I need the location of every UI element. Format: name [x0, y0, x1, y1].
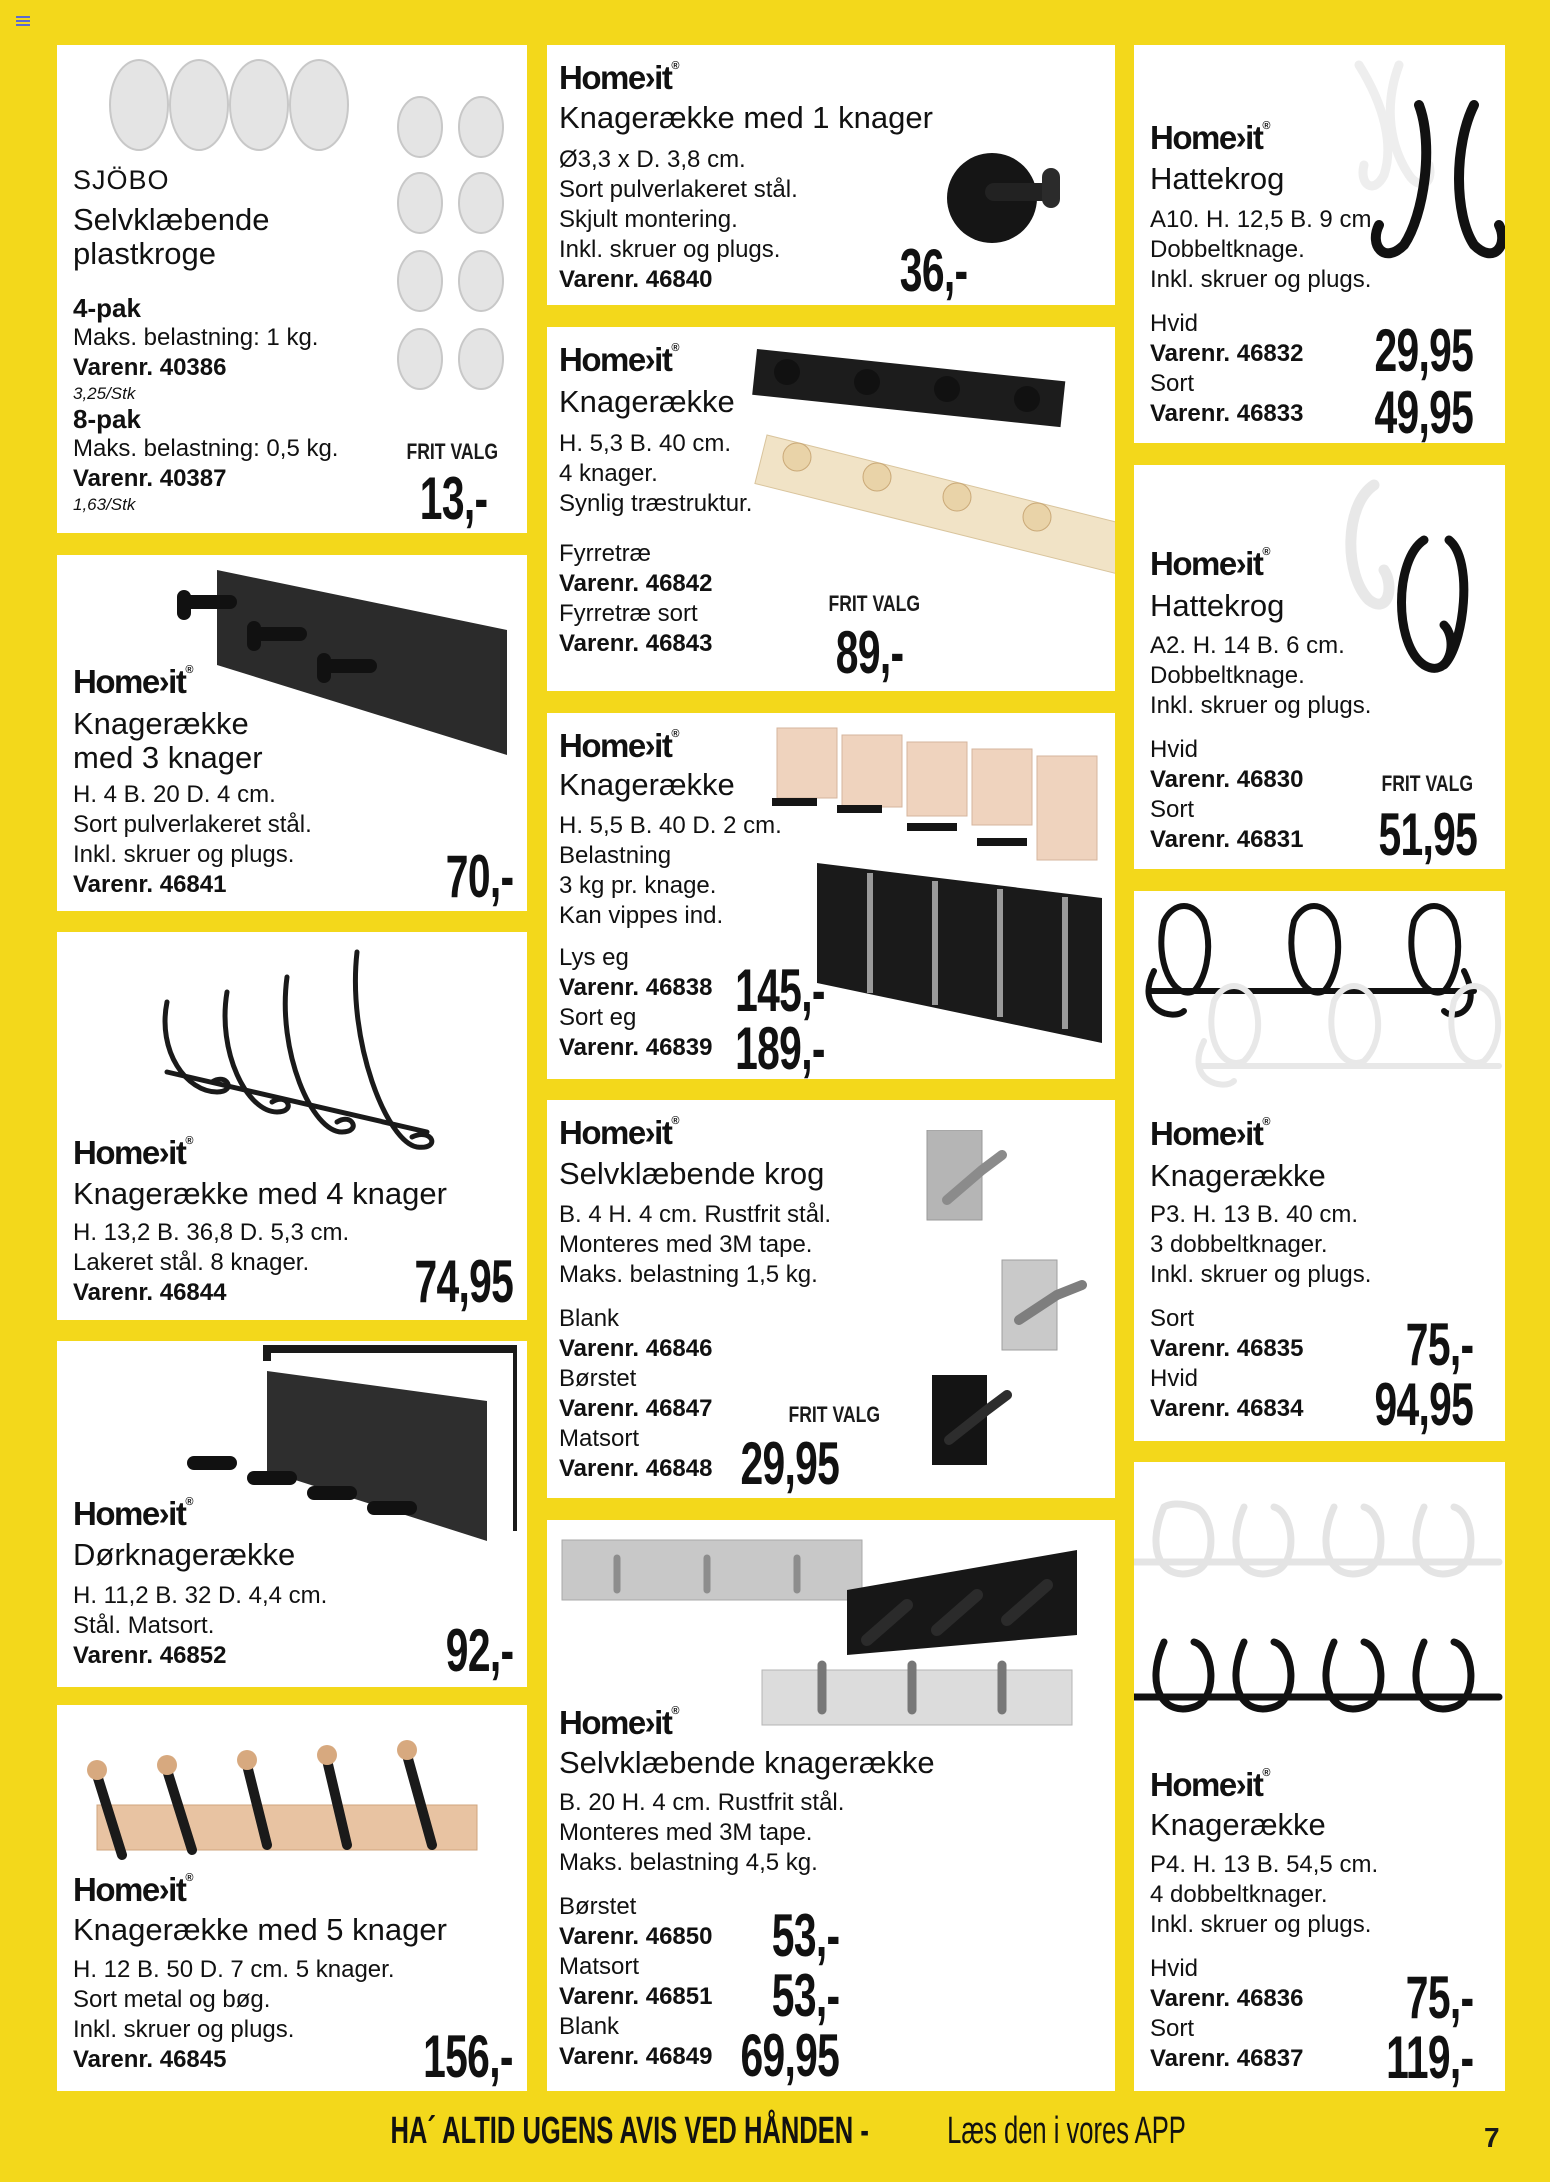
- footer-text-bold: HA´ ALTID UGENS AVIS VED HÅNDEN -: [390, 2110, 869, 2152]
- spec-line: Dobbeltknage.: [1150, 236, 1305, 263]
- spec-line: H. 12 B. 50 D. 7 cm. 5 knager.: [73, 1956, 395, 1983]
- product-title: Knagerække: [559, 767, 735, 802]
- spec-line: Maks. belastning: 1 kg.: [73, 324, 319, 351]
- product-title: Hattekrog: [1150, 161, 1285, 196]
- price: 69,95: [740, 2022, 839, 2089]
- spec-line: Inkl. skruer og plugs.: [1150, 1911, 1372, 1938]
- price: 74,95: [414, 1248, 513, 1315]
- spec-line: H. 5,3 B. 40 cm.: [559, 430, 732, 457]
- product-image-p4-rack: [1134, 1492, 1505, 1772]
- spec-line: Belastning: [559, 842, 672, 869]
- product-title: Hattekrog: [1150, 588, 1285, 623]
- item-number: Varenr. 46841: [73, 871, 227, 898]
- frit-valg-label: FRIT VALG: [788, 1402, 881, 1427]
- homeit-logo: Home›it®: [559, 341, 680, 378]
- variant-label: Sort: [1150, 1305, 1195, 1332]
- item-number: Varenr. 40387: [73, 465, 227, 492]
- item-number: Varenr. 46837: [1150, 2045, 1304, 2072]
- item-number: Varenr. 46850: [559, 1923, 713, 1950]
- price: 75,-: [1405, 1964, 1473, 2031]
- product-card-knagerakke-vippe: [547, 713, 1115, 1079]
- spec-line: Sort pulverlakeret stål.: [559, 176, 798, 203]
- frit-valg-label: FRIT VALG: [1381, 771, 1474, 796]
- spec-line: 4 dobbeltknager.: [1150, 1881, 1328, 1908]
- product-title: Selvklæbende knagerække: [559, 1745, 935, 1780]
- product-description: [559, 1200, 919, 1484]
- price: 13,-: [419, 465, 487, 532]
- variant-label: Matsort: [559, 1425, 640, 1452]
- item-number: Varenr. 46830: [1150, 766, 1304, 793]
- spec-line: 3 dobbeltknager.: [1150, 1231, 1328, 1258]
- variant-label: Sort: [1150, 2015, 1195, 2042]
- product-description: [1150, 631, 1410, 855]
- product-image-5-hook-rack: [77, 1705, 517, 1875]
- spec-line: H. 13,2 B. 36,8 D. 5,3 cm.: [73, 1219, 350, 1246]
- spec-line: Sort pulverlakeret stål.: [73, 811, 312, 838]
- variant-label: Blank: [559, 1305, 620, 1332]
- product-image-adhesive-racks: [557, 1520, 1115, 1730]
- spec-line: 4 knager.: [559, 460, 658, 487]
- price: 70,-: [445, 843, 513, 910]
- spec-line: Inkl. skruer og plugs.: [73, 2016, 295, 2043]
- brand-text: Home›it: [73, 1871, 186, 1908]
- variant-label: Fyrretræ: [559, 540, 651, 567]
- item-number: Varenr. 46844: [73, 1279, 227, 1306]
- spec-line: H. 5,5 B. 40 D. 2 cm.: [559, 812, 782, 839]
- price: 94,95: [1374, 1371, 1473, 1438]
- variant-label: Sort: [1150, 370, 1195, 397]
- price: 53,-: [771, 1962, 839, 2029]
- brand-text: Home›it: [559, 341, 672, 378]
- variant-label: Sort eg: [559, 1004, 637, 1031]
- spec-line: Stål. Matsort.: [73, 1612, 215, 1639]
- product-card-knagerakke-p4: [1134, 1462, 1505, 2091]
- homeit-logo: Home›it®: [1150, 1115, 1271, 1152]
- footer-banner: [0, 2110, 1550, 2153]
- product-card-selvklaebende-krog: [547, 1100, 1115, 1498]
- product-image-door-rack: [187, 1341, 517, 1541]
- item-number: Varenr. 46846: [559, 1335, 713, 1362]
- homeit-logo: Home›it®: [73, 663, 194, 700]
- page-number: 7: [1484, 2122, 1500, 2153]
- product-title: Knagerække med 5 knager: [73, 1912, 447, 1947]
- item-number: Varenr. 46842: [559, 570, 713, 597]
- product-card-plastkroge: [57, 45, 527, 533]
- price: 29,95: [1374, 317, 1473, 384]
- product-card-knager-4: [57, 932, 527, 1320]
- spec-line: Ø3,3 x D. 3,8 cm.: [559, 146, 746, 173]
- product-image-p3-rack: [1134, 891, 1505, 1111]
- spec-line: Sort metal og bøg.: [73, 1986, 271, 2013]
- product-card-hattekrog-a10: [1134, 45, 1505, 443]
- spec-line: Maks. belastning 1,5 kg.: [559, 1261, 818, 1288]
- unit-price: 3,25/Stk: [73, 384, 136, 403]
- spec-line: Monteres med 3M tape.: [559, 1819, 813, 1846]
- spec-line: Monteres med 3M tape.: [559, 1231, 813, 1258]
- title-line: med 3 knager: [73, 740, 263, 775]
- brand-text: Home›it: [559, 1114, 672, 1151]
- product-title: Knagerække: [559, 384, 735, 419]
- item-number: Varenr. 46839: [559, 1034, 713, 1061]
- unit-price: 1,63/Stk: [73, 495, 136, 514]
- price: 89,-: [835, 619, 903, 686]
- price: 119,-: [1385, 2024, 1473, 2091]
- item-number: Varenr. 46836: [1150, 1985, 1304, 2012]
- product-card-knager-1: [547, 45, 1115, 305]
- product-title: Selvklæbende krog: [559, 1156, 825, 1191]
- variant-label: Hvid: [1150, 736, 1199, 763]
- item-number: Varenr. 46840: [559, 266, 713, 293]
- brand-text: Home›it: [73, 1134, 186, 1171]
- item-number: Varenr. 46833: [1150, 400, 1304, 427]
- price: 75,-: [1405, 1311, 1473, 1378]
- spec-line: Skjult montering.: [559, 206, 738, 233]
- product-card-knagerakke-p3: [1134, 891, 1505, 1441]
- spec-line: Synlig træstruktur.: [559, 490, 753, 517]
- homeit-logo: Home›it®: [559, 1114, 680, 1151]
- spec-line: Inkl. skruer og plugs.: [73, 841, 295, 868]
- item-number: Varenr. 46831: [1150, 826, 1304, 853]
- variant-label: Fyrretræ sort: [559, 600, 698, 627]
- homeit-logo: Home›it®: [73, 1495, 194, 1532]
- item-number: Varenr. 46851: [559, 1983, 713, 2010]
- price: 49,95: [1374, 379, 1473, 443]
- product-description: [559, 1788, 919, 2072]
- spec-line: H. 4 B. 20 D. 4 cm.: [73, 781, 276, 808]
- brand-text: Home›it: [1150, 545, 1263, 582]
- product-title: Dørknagerække: [73, 1537, 296, 1572]
- spec-line: Inkl. skruer og plugs.: [1150, 692, 1372, 719]
- brand-text: Home›it: [1150, 119, 1263, 156]
- brand-text: Home›it: [73, 663, 186, 700]
- spec-line: B. 20 H. 4 cm. Rustfrit stål.: [559, 1789, 845, 1816]
- spec-line: Lakeret stål. 8 knager.: [73, 1249, 310, 1276]
- variant-label: Lys eg: [559, 944, 629, 971]
- variant-label: Sort: [1150, 796, 1195, 823]
- product-description: [559, 145, 899, 295]
- item-number: Varenr. 46848: [559, 1455, 713, 1482]
- price: 36,-: [899, 237, 967, 304]
- price: 189,-: [735, 1015, 825, 1079]
- product-card-dorknagerakke: [57, 1341, 527, 1687]
- variant-label: Matsort: [559, 1953, 640, 1980]
- variant-label: Børstet: [559, 1893, 637, 1920]
- menu-icon[interactable]: [16, 16, 30, 26]
- product-description: [73, 1581, 393, 1671]
- spec-line: Inkl. skruer og plugs.: [1150, 1261, 1372, 1288]
- item-number: Varenr. 46835: [1150, 1335, 1304, 1362]
- spec-line: Kan vippes ind.: [559, 902, 724, 929]
- homeit-logo: Home›it®: [1150, 1766, 1271, 1803]
- brand-text: Home›it: [559, 59, 672, 96]
- spec-line: A10. H. 12,5 B. 9 cm.: [1150, 206, 1379, 233]
- product-description: [73, 293, 403, 515]
- homeit-logo: Home›it®: [559, 59, 680, 96]
- item-number: Varenr. 46838: [559, 974, 713, 1001]
- variant-label: Blank: [559, 2013, 620, 2040]
- spec-line: B. 4 H. 4 cm. Rustfrit stål.: [559, 1201, 832, 1228]
- product-title: Knagerække: [1150, 1807, 1326, 1842]
- brand-text: Home›it: [73, 1495, 186, 1532]
- spec-line: A2. H. 14 B. 6 cm.: [1150, 632, 1345, 659]
- variant-label: Hvid: [1150, 310, 1199, 337]
- item-number: Varenr. 46832: [1150, 340, 1304, 367]
- spec-line: Inkl. skruer og plugs.: [1150, 266, 1372, 293]
- brand-text: Home›it: [1150, 1115, 1263, 1152]
- variant-label: Børstet: [559, 1365, 637, 1392]
- brand-text: Home›it: [559, 727, 672, 764]
- product-card-knager-5: [57, 1705, 527, 2091]
- spec-line: Inkl. skruer og plugs.: [559, 236, 781, 263]
- product-title: [73, 707, 263, 775]
- product-image-adhesive-hooks: [907, 1130, 1107, 1490]
- item-number: Varenr. 46843: [559, 630, 713, 657]
- price: 53,-: [771, 1902, 839, 1969]
- frit-valg-label: FRIT VALG: [828, 591, 921, 616]
- price: 156,-: [423, 2023, 513, 2090]
- footer-text-app[interactable]: Læs den i vores APP: [947, 2110, 1186, 2152]
- brand-logo: SJÖBO: [73, 165, 170, 195]
- price: 145,-: [735, 957, 825, 1024]
- item-number: Varenr. 40386: [73, 354, 227, 381]
- spec-line: P3. H. 13 B. 40 cm.: [1150, 1201, 1359, 1228]
- product-title: Knagerække med 4 knager: [73, 1176, 447, 1211]
- homeit-logo: Home›it®: [73, 1134, 194, 1171]
- price: 29,95: [740, 1430, 839, 1497]
- product-description: [73, 780, 393, 900]
- spec-line: 3 kg pr. knage.: [559, 872, 717, 899]
- pack-label: 4-pak: [73, 293, 141, 323]
- homeit-logo: Home›it®: [1150, 119, 1271, 156]
- spec-line: Maks. belastning 4,5 kg.: [559, 1849, 818, 1876]
- frit-valg-label: FRIT VALG: [406, 439, 499, 464]
- price: 92,-: [445, 1617, 513, 1684]
- homeit-logo: Home›it®: [73, 1871, 194, 1908]
- spec-line: Maks. belastning: 0,5 kg.: [73, 435, 339, 462]
- item-number: Varenr. 46847: [559, 1395, 713, 1422]
- spec-line: Dobbeltknage.: [1150, 662, 1305, 689]
- product-card-selvklaebende-knagerakke: [547, 1520, 1115, 2091]
- variant-label: Hvid: [1150, 1955, 1199, 1982]
- product-title: Knagerække med 1 knager: [559, 100, 933, 135]
- product-description: [559, 429, 809, 659]
- item-number: Varenr. 46849: [559, 2043, 713, 2070]
- product-title: Selvklæbende plastkroge: [73, 202, 270, 271]
- spec-line: P4. H. 13 B. 54,5 cm.: [1150, 1851, 1379, 1878]
- product-description: [73, 1955, 463, 2075]
- product-title: Knagerække: [1150, 1158, 1326, 1193]
- item-number: Varenr. 46834: [1150, 1395, 1304, 1422]
- brand-text: Home›it: [559, 1704, 672, 1741]
- product-card-knagerakke-trae: [547, 327, 1115, 691]
- homeit-logo: Home›it®: [559, 727, 680, 764]
- item-number: Varenr. 46845: [73, 2046, 227, 2073]
- product-card-hattekrog-a2: [1134, 465, 1505, 869]
- homeit-logo: Home›it®: [1150, 545, 1271, 582]
- variant-label: Hvid: [1150, 1365, 1199, 1392]
- item-number: Varenr. 46852: [73, 1642, 227, 1669]
- title-line: Knagerække: [73, 706, 249, 741]
- brand-text: Home›it: [1150, 1766, 1263, 1803]
- spec-line: H. 11,2 B. 32 D. 4,4 cm.: [73, 1582, 328, 1609]
- product-description: [73, 1218, 403, 1308]
- product-card-knager-3: [57, 555, 527, 911]
- product-image-wire-rack: [147, 932, 527, 1172]
- pack-label: 8-pak: [73, 404, 141, 434]
- homeit-logo: Home›it®: [559, 1704, 680, 1741]
- price: 51,95: [1378, 801, 1477, 868]
